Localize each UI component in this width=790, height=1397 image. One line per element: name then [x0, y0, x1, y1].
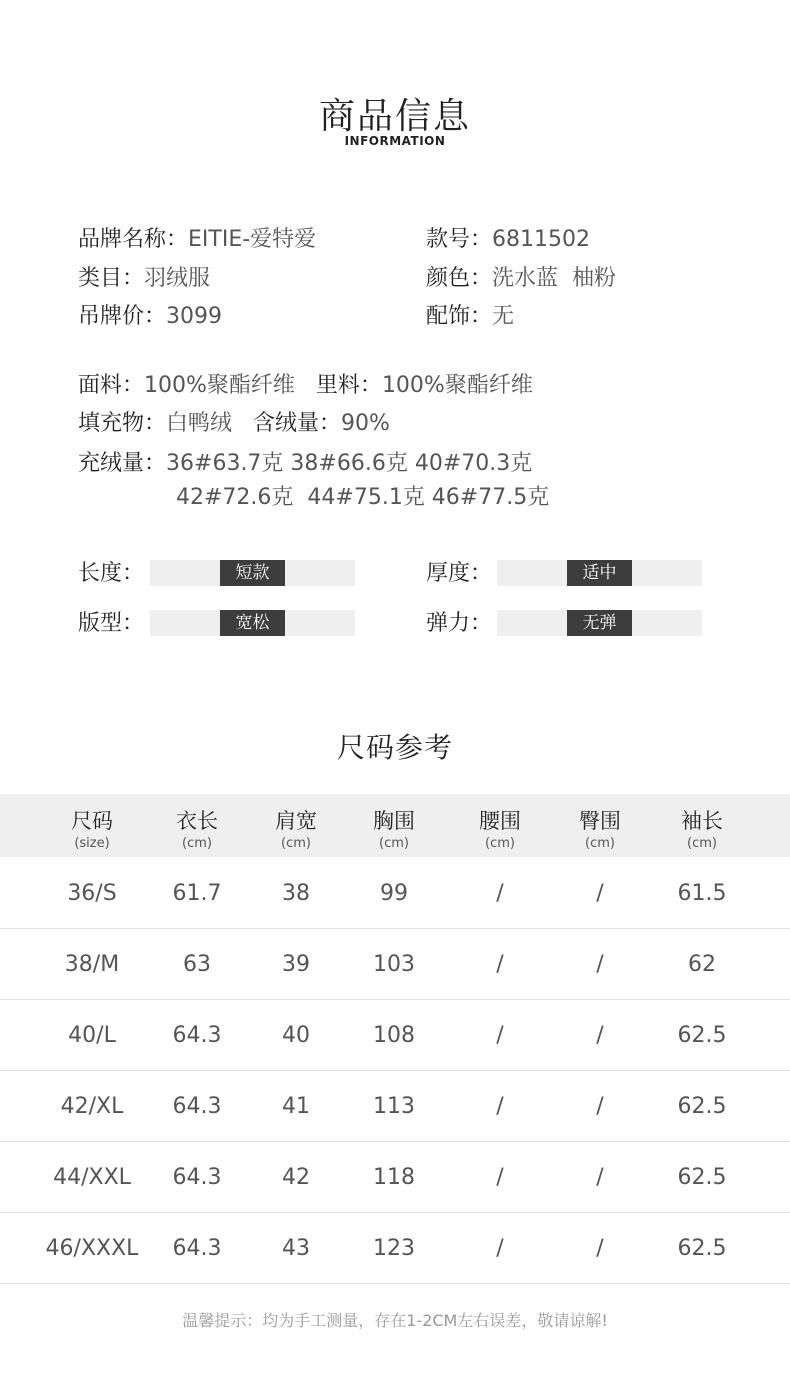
brand-value: EITIE-爱特爱: [188, 227, 317, 252]
table-cell: /: [596, 1023, 604, 1048]
fill-weight-line2: 42#72.6克 44#75.1克 46#77.5克: [176, 485, 550, 510]
table-cell: 113: [373, 1094, 415, 1119]
col-unit: (cm): [379, 836, 409, 851]
table-cell: 108: [373, 1023, 415, 1048]
col-unit: (size): [74, 836, 110, 851]
table-cell: 62: [688, 952, 716, 977]
col-waist: [445, 794, 555, 851]
col-unit: (cm): [281, 836, 311, 851]
size-table-header: [0, 794, 790, 857]
filling-label: 填充物：: [78, 411, 167, 436]
down-value: 90%: [341, 411, 390, 436]
table-cell: /: [496, 1165, 504, 1190]
col-chest: [339, 794, 449, 851]
elasticity-label: 弹力：: [426, 611, 493, 636]
lining-value: 100%聚酯纤维: [381, 373, 533, 398]
col-hip: [545, 794, 655, 851]
color-row: [426, 261, 616, 292]
accessory-row: [426, 299, 514, 330]
fill-weight-label: 充绒量：: [78, 451, 167, 476]
col-unit: (cm): [585, 836, 615, 851]
lining-label: 里料：: [315, 373, 382, 398]
table-cell: 61.5: [677, 881, 727, 906]
elasticity-bar: [497, 610, 702, 636]
col-name: 胸围: [373, 809, 415, 833]
table-cell: 64.3: [172, 1023, 222, 1048]
fabric-label: 面料：: [78, 373, 145, 398]
fabric-row: [78, 368, 533, 399]
table-cell: 62.5: [677, 1165, 727, 1190]
table-cell: 64.3: [172, 1165, 222, 1190]
page-title: 商品信息: [318, 96, 471, 137]
table-cell: 44/XXL: [53, 1165, 131, 1190]
style-row: [426, 222, 590, 253]
table-cell: 123: [373, 1236, 415, 1261]
price-label: 吊牌价：: [78, 304, 167, 329]
table-cell: 62.5: [677, 1023, 727, 1048]
table-cell: /: [496, 1094, 504, 1119]
page-subtitle: INFORMATION: [344, 134, 446, 148]
filling-row: [78, 406, 390, 437]
col-name: 肩宽: [275, 809, 317, 833]
table-row: [0, 1142, 790, 1213]
fill-weight-row: [78, 446, 532, 477]
fit-label: 版型：: [78, 611, 145, 636]
table-cell: 42/XL: [60, 1094, 124, 1119]
fit-chip: 宽松: [220, 610, 285, 636]
style-label: 款号：: [426, 227, 493, 252]
accessory-label: 配饰：: [426, 304, 493, 329]
table-cell: 63: [183, 952, 211, 977]
table-cell: /: [596, 952, 604, 977]
fabric-value: 100%聚酯纤维: [144, 373, 295, 398]
table-cell: /: [496, 881, 504, 906]
col-name: 袖长: [681, 809, 723, 833]
col-length: [142, 794, 252, 851]
brand-row: [78, 222, 316, 253]
table-cell: 38: [282, 881, 310, 906]
table-cell: /: [596, 1236, 604, 1261]
table-cell: 36/S: [67, 881, 117, 906]
brand-label: 品牌名称：: [78, 227, 189, 252]
table-cell: /: [496, 952, 504, 977]
table-cell: 43: [282, 1236, 310, 1261]
col-shoulder: [241, 794, 351, 851]
col-name: 臀围: [579, 809, 621, 833]
table-cell: /: [596, 1094, 604, 1119]
elasticity-chip: 无弹: [567, 610, 632, 636]
table-cell: 39: [282, 952, 310, 977]
table-row: [0, 858, 790, 929]
col-unit: (cm): [485, 836, 515, 851]
table-cell: 62.5: [677, 1236, 727, 1261]
table-row: [0, 1071, 790, 1142]
category-row: [78, 261, 210, 292]
table-cell: /: [596, 1165, 604, 1190]
color-label: 颜色：: [426, 266, 493, 291]
table-cell: 38/M: [64, 952, 120, 977]
table-cell: 99: [380, 881, 408, 906]
down-label: 含绒量：: [253, 411, 342, 436]
table-row: [0, 1213, 790, 1284]
length-label: 长度：: [78, 561, 145, 586]
filling-value: 白鸭绒: [166, 411, 233, 436]
table-cell: 42: [282, 1165, 310, 1190]
category-value: 羽绒服: [144, 266, 211, 291]
table-cell: 62.5: [677, 1094, 727, 1119]
table-row: [0, 1000, 790, 1071]
measurement-note: 温馨提示：均为手工测量，存在1-2CM左右误差，敬请谅解!: [182, 1311, 608, 1330]
length-chip: 短款: [220, 560, 285, 586]
category-label: 类目：: [78, 266, 145, 291]
table-cell: 103: [373, 952, 415, 977]
style-value: 6811502: [492, 227, 590, 252]
table-cell: 40/L: [68, 1023, 116, 1048]
fit-bar: [150, 610, 355, 636]
table-cell: /: [496, 1236, 504, 1261]
col-name: 尺码: [71, 809, 113, 833]
table-cell: 118: [373, 1165, 415, 1190]
col-name: 衣长: [176, 809, 218, 833]
col-unit: (cm): [182, 836, 212, 851]
table-cell: 40: [282, 1023, 310, 1048]
length-bar: [150, 560, 355, 586]
fill-weight-line1: 36#63.7克 38#66.6克 40#70.3克: [166, 451, 533, 476]
table-cell: /: [496, 1023, 504, 1048]
table-cell: /: [596, 881, 604, 906]
table-cell: 64.3: [172, 1094, 222, 1119]
col-sleeve: [647, 794, 757, 851]
thickness-label: 厚度：: [426, 561, 493, 586]
table-cell: 61.7: [172, 881, 222, 906]
table-cell: 64.3: [172, 1236, 222, 1261]
col-size: [37, 794, 147, 851]
accessory-value: 无: [492, 304, 515, 329]
thickness-chip: 适中: [567, 560, 632, 586]
size-chart-title: 尺码参考: [336, 731, 453, 764]
price-row: [78, 299, 222, 330]
table-cell: 46/XXXL: [45, 1236, 139, 1261]
col-unit: (cm): [687, 836, 717, 851]
table-row: [0, 929, 790, 1000]
price-value: 3099: [166, 304, 223, 329]
col-name: 腰围: [479, 809, 521, 833]
color-value: 洗水蓝 柚粉: [492, 266, 617, 291]
thickness-bar: [497, 560, 702, 586]
table-cell: 41: [282, 1094, 310, 1119]
